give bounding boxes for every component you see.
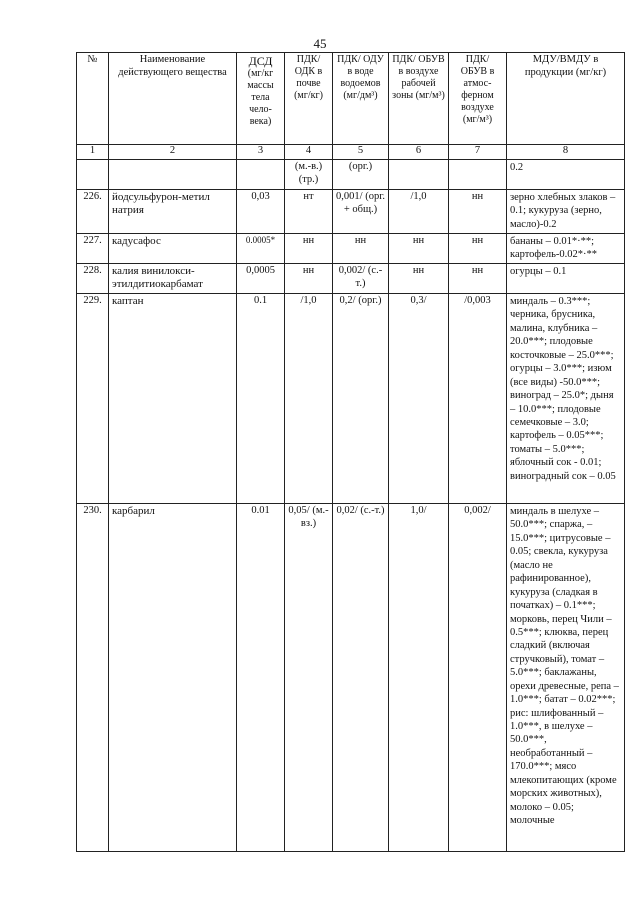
row-soil: 0,05/ (м.-вз.) [285, 504, 333, 852]
column-number-row [77, 145, 625, 160]
row-work: 0,3/ [389, 294, 449, 504]
row-prod: бананы – 0.01*·**; картофель-0.02*·** [507, 234, 625, 264]
row-dsd: 0.01 [237, 504, 285, 852]
column-number: 6 [389, 145, 449, 160]
row-dsd [237, 160, 285, 190]
row-soil: нн [285, 264, 333, 294]
column-number: 4 [285, 145, 333, 160]
header-dsd-bottom: (мг/кг массы тела чело-века) [247, 68, 274, 128]
row-work: нн [389, 264, 449, 294]
row-name: карбарил [109, 504, 237, 852]
row-water: (орг.) [333, 160, 389, 190]
row-work [389, 160, 449, 190]
header-pdk-soil: ПДК/ ОДК в почве (мг/кг) [285, 53, 333, 145]
row-dsd: 0.0005* [237, 234, 285, 264]
table-row [77, 234, 625, 264]
row-soil: /1,0 [285, 294, 333, 504]
row-air: нн [449, 234, 507, 264]
row-name: калия винилокси-этилдитиокарбамат [109, 264, 237, 294]
row-air [449, 160, 507, 190]
column-number: 1 [77, 145, 109, 160]
row-water: 0,002/ (с.-т.) [333, 264, 389, 294]
row-air: нн [449, 264, 507, 294]
row-soil: (м.-в.) (тр.) [285, 160, 333, 190]
table-row [77, 160, 625, 190]
row-num: 227. [77, 234, 109, 264]
header-dsd-top: ДСД [248, 54, 273, 68]
row-soil: нт [285, 190, 333, 234]
row-prod: 0.2 [507, 160, 625, 190]
table-row [77, 190, 625, 234]
header-pdk-water: ПДК/ ОДУ в воде водоемов (мг/дм³) [333, 53, 389, 145]
row-prod: миндаль – 0.3***; черника, брусника, малина, клубника – 20.0***; плодовые косточковые – 25.0***; огурцы – 3.0***; изюм (все виды) -50.0***; виноград – 25.0*; дыня – 10.0***; плодовые семечковые – 3.0; картофель – 0.05***; томаты – 5.0***; яблочный сок - 0.01; виноградный сок – 0.05 [507, 294, 625, 504]
table-row [77, 294, 625, 504]
pesticide-table [76, 52, 625, 852]
header-num: № [77, 53, 109, 145]
table-row [77, 264, 625, 294]
row-water: 0,02/ (с.-т.) [333, 504, 389, 852]
row-name: йодсульфурон-метил натрия [109, 190, 237, 234]
row-water: нн [333, 234, 389, 264]
header-mdu: МДУ/ВМДУ в продукции (мг/кг) [507, 53, 625, 145]
row-dsd: 0,0005 [237, 264, 285, 294]
row-air: 0,002/ [449, 504, 507, 852]
row-num: 229. [77, 294, 109, 504]
page-number: 45 [313, 36, 327, 51]
row-name: каптан [109, 294, 237, 504]
row-prod: зерно хлебных злаков – 0.1; кукуруза (зерно, масло)-0.2 [507, 190, 625, 234]
column-number: 8 [507, 145, 625, 160]
row-num [77, 160, 109, 190]
row-prod: миндаль в шелухе – 50.0***; спаржа, – 15.0***; цитрусовые – 0.05; свекла, кукуруза (масло не рафинированное), кукуруза (сладкая в початках) – 0.1***; морковь, перец Чили – 0.5***; клюква, перец сладкий (включая стручковый), томат – 5.0***; баклажаны, орехи древесные, репа – 1.0***; батат – 0.02***; рис: шлифованный – 1.0***, в шелухе – 50.0***, необработанный – 170.0***; мясо млекопитающих (кроме морских животных), молоко – 0.05; молочные [507, 504, 625, 852]
row-work: 1,0/ [389, 504, 449, 852]
column-number: 7 [449, 145, 507, 160]
row-soil: нн [285, 234, 333, 264]
row-work: /1,0 [389, 190, 449, 234]
column-number: 3 [237, 145, 285, 160]
column-number: 2 [109, 145, 237, 160]
row-water: 0,001/ (орг. + общ.) [333, 190, 389, 234]
row-air: /0,003 [449, 294, 507, 504]
row-air: нн [449, 190, 507, 234]
row-dsd: 0.1 [237, 294, 285, 504]
table-row [77, 504, 625, 852]
row-num: 230. [77, 504, 109, 852]
row-dsd: 0,03 [237, 190, 285, 234]
row-water: 0,2/ (орг.) [333, 294, 389, 504]
header-name: Наименование действующего вещества [109, 53, 237, 145]
row-name: кадусафос [109, 234, 237, 264]
row-num: 228. [77, 264, 109, 294]
row-name [109, 160, 237, 190]
column-number: 5 [333, 145, 389, 160]
header-dsd [237, 53, 285, 145]
row-num: 226. [77, 190, 109, 234]
header-pdk-work: ПДК/ ОБУВ в воздухе рабочей зоны (мг/м³) [389, 53, 449, 145]
row-prod: огурцы – 0.1 [507, 264, 625, 294]
header-pdk-air: ПДК/ ОБУВ в атмос-ферном воздухе (мг/м³) [449, 53, 507, 145]
row-work: нн [389, 234, 449, 264]
